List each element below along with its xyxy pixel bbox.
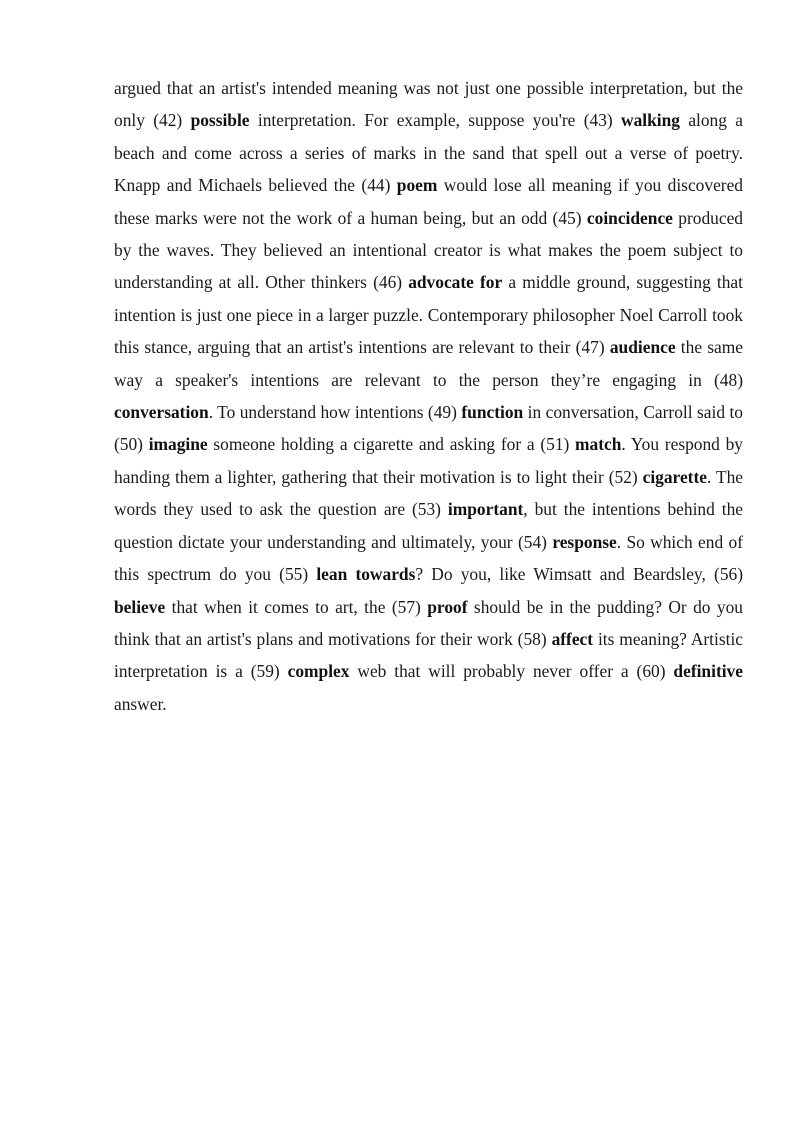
keyword-term: imagine bbox=[148, 434, 208, 455]
keyword-term: audience bbox=[609, 337, 676, 358]
passage-text: . You respond by handing them a lighter, gathering that their motivation is to light their (52) bbox=[114, 434, 743, 487]
passage-text: . So which end of this spectrum do you (55) bbox=[114, 531, 744, 585]
keyword-term: match bbox=[575, 434, 622, 455]
keyword-term: possible bbox=[190, 110, 250, 131]
passage-text: web that will probably never offer a (60) bbox=[349, 661, 674, 682]
passage-text: in conversation, Carroll said to (50) bbox=[114, 402, 743, 455]
keyword-term: proof bbox=[427, 596, 468, 617]
passage-text: argued that an artist's intended meaning was not just one possible interpretation, but the only (42) bbox=[114, 78, 743, 131]
passage-text: ? Do you, like Wimsatt and Beardsley, (56) bbox=[415, 564, 743, 585]
passage-text: a middle ground, suggesting that intention is just one piece in a larger puzzle. Contemporary philosopher Noel Carroll took this stance, arguing that an artist's intentions are relevant to their (47) bbox=[114, 272, 743, 358]
passage-text: its meaning? Artistic interpretation is a (59) bbox=[114, 628, 743, 682]
passage-text: along a beach and come across a series of marks in the sand that spell out a verse of poetry. Knapp and Michaels believed the (44) bbox=[114, 110, 743, 196]
passage-text: would lose all meaning if you discovered these marks were not the work of a human being, but an odd (45) bbox=[114, 175, 743, 228]
passage-text: . The words they used to ask the question are (53) bbox=[114, 466, 743, 520]
passage-text: should be in the pudding? Or do you think that an artist's plans and motivations for their work (58) bbox=[114, 596, 743, 649]
keyword-term: definitive bbox=[673, 661, 743, 682]
passage-text: . To understand how intentions (49) bbox=[208, 402, 462, 423]
keyword-term: poem bbox=[396, 175, 438, 196]
keyword-term: conversation bbox=[114, 402, 209, 423]
keyword-term: complex bbox=[287, 661, 350, 682]
keyword-term: walking bbox=[621, 110, 680, 131]
passage-text: produced by the waves. They believed an intentional creator is what makes the poem subject to understanding at all. Other thinkers (46) bbox=[114, 207, 743, 293]
passage-text: interpretation. For example, suppose you're (43) bbox=[249, 110, 622, 131]
keyword-term: coincidence bbox=[586, 207, 673, 228]
passage-text: , but the intentions behind the question dictate your understanding and ultimately, your (54) bbox=[114, 499, 743, 552]
passage-text: that when it comes to art, the (57) bbox=[165, 596, 428, 617]
keyword-term: lean towards bbox=[316, 564, 416, 585]
passage-text: someone holding a cigarette and asking for a (51) bbox=[207, 434, 576, 455]
passage-paragraph bbox=[114, 72, 743, 720]
keyword-term: response bbox=[552, 531, 617, 552]
keyword-term: cigarette bbox=[642, 466, 707, 487]
passage-text: answer. bbox=[114, 693, 167, 714]
keyword-term: important bbox=[447, 499, 524, 520]
keyword-term: function bbox=[461, 402, 524, 423]
keyword-term: affect bbox=[551, 628, 594, 649]
passage-text: the same way a speaker's intentions are relevant to the person they’re engaging in (48) bbox=[114, 337, 743, 390]
keyword-term: believe bbox=[114, 596, 166, 617]
keyword-term: advocate for bbox=[408, 272, 503, 293]
